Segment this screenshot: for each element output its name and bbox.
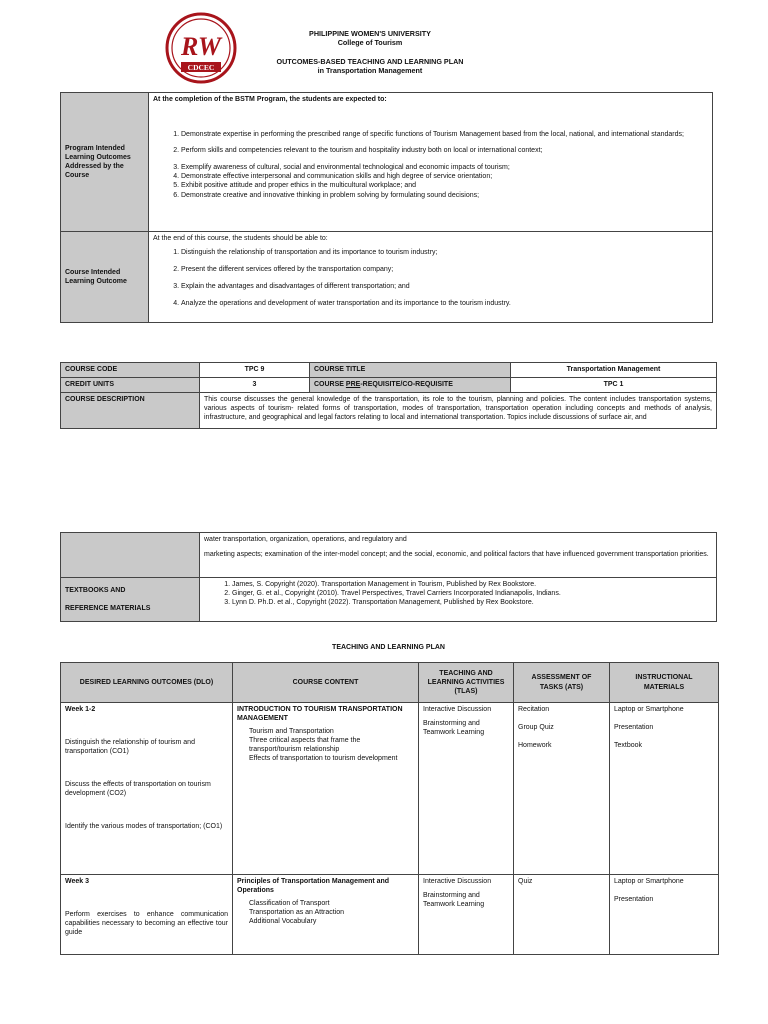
document-header <box>250 29 490 75</box>
content-item: Additional Vocabulary <box>249 918 317 926</box>
outcomes-table <box>60 92 713 323</box>
course-title-label: COURSE TITLE <box>310 363 511 378</box>
prereq-label-underlined: PRE <box>345 381 361 388</box>
prereq-label <box>310 378 511 393</box>
header-ats: ASSESSMENT OF TASKS (ATS) <box>514 663 610 703</box>
credit-units-label: CREDIT UNITS <box>61 378 200 393</box>
content-title: INTRODUCTION TO TOURISM TRANSPORTATION MANAGEMENT <box>237 706 403 723</box>
ats-cell <box>514 875 610 955</box>
table-row <box>61 875 719 955</box>
plo-item: 3. Exemplify awareness of cultural, social and environmental technological and economic impacts of tourism; <box>181 163 708 172</box>
college-name: College of Tourism <box>337 38 403 48</box>
textbooks-cell <box>200 578 717 622</box>
plo-intro: At the completion of the BSTM Program, the students are expected to: <box>153 96 387 103</box>
dlo-cell <box>61 703 233 875</box>
material-item: Presentation <box>614 724 654 732</box>
logo-caption: CDCEC <box>187 63 215 72</box>
plan-title: OUTCOMES-BASED TEACHING AND LEARNING PLAN <box>276 56 464 66</box>
clo-item: 3. Explain the advantages and disadvantages of different transportation; and <box>181 282 708 291</box>
ats-cell <box>514 703 610 875</box>
textbooks-label-line1: TEXTBOOKS AND <box>65 587 126 595</box>
course-description-continued <box>200 533 717 578</box>
course-title: Transportation Management <box>511 363 717 378</box>
content-item: Classification of Transport <box>249 900 330 908</box>
textbooks-list <box>204 580 712 607</box>
textbooks-label-line2: REFERENCE MATERIALS <box>65 604 151 612</box>
dlo-item: Distinguish the relationship of tourism and transportation (CO1) <box>65 739 195 756</box>
dlo-item: Perform exercises to enhance communication capabilities necessary to becoming an effective tour guide <box>65 911 228 937</box>
course-description-label-continued <box>61 533 200 578</box>
tlas-item: Interactive Discussion <box>423 706 492 713</box>
textbook-item: 3. Lynn D. Ph.D. et al., Copyright (2022). Transportation Management, Published by Rex Bookstore. <box>232 598 712 607</box>
clo-item: 1. Distinguish the relationship of transportation and its importance to tourism industry; <box>181 248 708 257</box>
plo-list <box>153 130 708 200</box>
textbooks-label <box>61 578 200 622</box>
content-item: Effects of transportation to tourism development <box>249 755 398 763</box>
dlo-item: Discuss the effects of transportation on tourism development (CO2) <box>65 781 211 798</box>
tlas-item: Brainstorming and Teamwork Learning <box>423 892 485 909</box>
university-logo <box>165 12 237 84</box>
materials-cell <box>610 703 719 875</box>
credit-units: 3 <box>200 378 310 393</box>
week-label: Week 1-2 <box>65 706 96 713</box>
clo-item: 2. Present the different services offered by the transportation company; <box>181 265 708 274</box>
clo-cell <box>149 232 713 323</box>
teaching-learning-plan-table <box>60 662 719 955</box>
clo-intro: At the end of this course, the students should be able to: <box>153 235 328 242</box>
content-title: Principles of Transportation Management and Operations <box>237 878 390 895</box>
plo-item: 2. Perform skills and competencies relevant to the tourism and hospitality industry both on local or international context; <box>181 146 708 155</box>
textbook-item: 1. James, S. Copyright (2020). Transportation Management in Tourism, Published by Rex Bookstore. <box>232 580 712 589</box>
header-tlas: TEACHING AND LEARNING ACTIVITIES (TLAS) <box>419 663 514 703</box>
plo-label: Program Intended Learning Outcomes Addressed by the Course <box>61 93 149 232</box>
plo-cell <box>149 93 713 232</box>
content-item: Tourism and Transportation <box>249 728 334 736</box>
dlo-cell <box>61 875 233 955</box>
tlas-cell <box>419 703 514 875</box>
dlo-item: Identify the various modes of transportation; (CO1) <box>65 823 223 831</box>
description-continuation-line: water transportation, organization, operations, and regulatory and <box>204 536 407 543</box>
tlp-title: TEACHING AND LEARNING PLAN <box>332 644 445 651</box>
course-description-label: COURSE DESCRIPTION <box>61 393 200 429</box>
plan-subtitle: in Transportation Management <box>317 66 423 76</box>
prereq-value: TPC 1 <box>511 378 717 393</box>
content-cell <box>233 875 419 955</box>
content-item: Three critical aspects that frame the transport/tourism relationship <box>249 737 361 754</box>
tlas-item: Interactive Discussion <box>423 878 492 885</box>
materials-cell <box>610 875 719 955</box>
plo-item: 5. Exhibit positive attitude and proper ethics in the multicultural workplace; and <box>181 181 708 190</box>
content-item: Transportation as an Attraction <box>249 909 345 917</box>
header-materials: INSTRUCTIONAL MATERIALS <box>610 663 719 703</box>
content-cell <box>233 703 419 875</box>
material-item: Laptop or Smartphone <box>614 878 684 885</box>
tlas-cell <box>419 875 514 955</box>
week-label: Week 3 <box>65 878 89 885</box>
ats-item: Recitation <box>518 706 550 713</box>
plo-item: 4. Demonstrate effective interpersonal and communication skills and high degree of service orientation; <box>181 172 708 181</box>
plo-item: 6. Demonstrate creative and innovative thinking in problem solving by formulating sound decisions; <box>181 191 708 200</box>
ats-item: Group Quiz <box>518 724 554 732</box>
university-name: PHILIPPINE WOMEN'S UNIVERSITY <box>309 29 431 38</box>
course-code: TPC 9 <box>200 363 310 378</box>
plo-item: 1. Demonstrate expertise in performing the prescribed range of specific functions of Tourism Management based from the local, national, and international standards; <box>181 130 708 139</box>
material-item: Textbook <box>614 742 643 750</box>
clo-label: Course Intended Learning Outcome <box>61 232 149 323</box>
prereq-label-suffix: -REQUISITE/CO-REQUISITE <box>360 381 453 388</box>
ats-item: Homework <box>518 742 552 750</box>
header-course-content: COURSE CONTENT <box>233 663 419 703</box>
clo-item: 4. Analyze the operations and development of water transportation and its importance to the tourism industry. <box>181 299 708 308</box>
ats-item: Quiz <box>518 878 533 885</box>
header-dlo: DESIRED LEARNING OUTCOMES (DLO) <box>61 663 233 703</box>
tlas-item: Brainstorming and Teamwork Learning <box>423 720 485 737</box>
course-code-label: COURSE CODE <box>61 363 200 378</box>
course-info-table <box>60 362 717 429</box>
logo-monogram: RW <box>181 32 221 61</box>
material-item: Presentation <box>614 896 654 904</box>
table-row <box>61 703 719 875</box>
course-info-continued-table <box>60 532 717 622</box>
clo-list <box>153 248 708 308</box>
course-description: This course discusses the general knowledge of the transportation, its role to the tourism, planning and policies. The content includes transportation systems, various aspects of tourism- related forms of transportation, modes of transportation, transportation operation including concepts and methods of analysis, infrastructure, and geographical and legal factors relating to local and international transportation. Topics include discussions of surface air, and <box>200 393 717 429</box>
prereq-label-prefix: COURSE <box>314 381 346 388</box>
description-continuation-paragraph: marketing aspects; examination of the inter-model concept; and the social, economic, and political factors that have influenced government transportation priorities. <box>204 551 709 559</box>
material-item: Laptop or Smartphone <box>614 706 684 713</box>
textbook-item: 2. Ginger, G. et al., Copyright (2010). Travel Perspectives, Travel Carriers Incorporated Indianapolis, Indians. <box>232 589 712 598</box>
